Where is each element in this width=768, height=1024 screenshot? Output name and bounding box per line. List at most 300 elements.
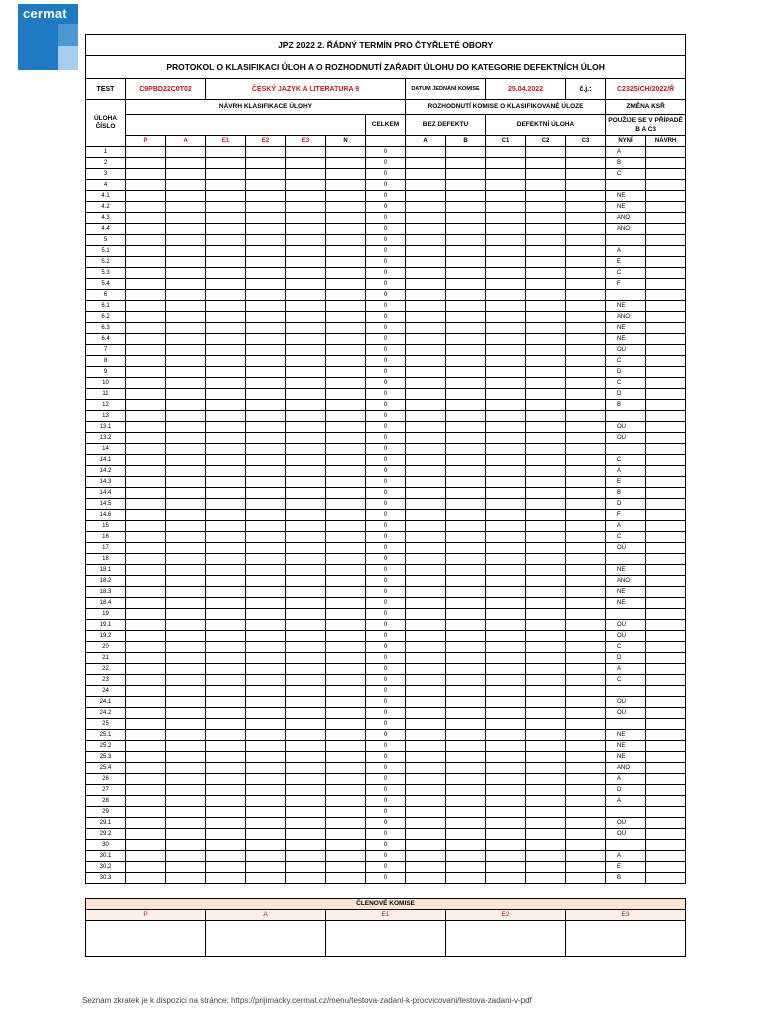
ksr-proposal-cell[interactable] (646, 719, 686, 730)
ksr-proposal-cell[interactable] (646, 598, 686, 609)
proposal-cell-n[interactable] (326, 257, 366, 268)
decision-cell-c3[interactable] (566, 411, 606, 422)
proposal-cell-e1[interactable] (206, 697, 246, 708)
decision-cell-b[interactable] (446, 829, 486, 840)
proposal-cell-a[interactable] (166, 510, 206, 521)
proposal-cell-e2[interactable] (246, 741, 286, 752)
decision-cell-c2[interactable] (526, 752, 566, 763)
decision-cell-c1[interactable] (486, 499, 526, 510)
proposal-cell-e1[interactable] (206, 257, 246, 268)
decision-cell-b[interactable] (446, 862, 486, 873)
proposal-cell-n[interactable] (326, 620, 366, 631)
decision-cell-b[interactable] (446, 554, 486, 565)
decision-cell-c1[interactable] (486, 312, 526, 323)
proposal-cell-e3[interactable] (286, 829, 326, 840)
decision-cell-b[interactable] (446, 818, 486, 829)
decision-cell-c2[interactable] (526, 147, 566, 158)
proposal-cell-p[interactable] (126, 752, 166, 763)
decision-cell-a[interactable] (406, 477, 446, 488)
decision-cell-c1[interactable] (486, 620, 526, 631)
proposal-cell-e2[interactable] (246, 521, 286, 532)
decision-cell-c1[interactable] (486, 455, 526, 466)
decision-cell-b[interactable] (446, 741, 486, 752)
decision-cell-c2[interactable] (526, 653, 566, 664)
decision-cell-a[interactable] (406, 268, 446, 279)
decision-cell-c2[interactable] (526, 664, 566, 675)
decision-cell-c2[interactable] (526, 521, 566, 532)
decision-cell-c2[interactable] (526, 598, 566, 609)
proposal-cell-e2[interactable] (246, 796, 286, 807)
proposal-cell-n[interactable] (326, 697, 366, 708)
decision-cell-a[interactable] (406, 818, 446, 829)
decision-cell-c2[interactable] (526, 389, 566, 400)
decision-cell-c3[interactable] (566, 301, 606, 312)
proposal-cell-a[interactable] (166, 224, 206, 235)
decision-cell-a[interactable] (406, 323, 446, 334)
proposal-cell-n[interactable] (326, 741, 366, 752)
proposal-cell-e1[interactable] (206, 840, 246, 851)
ksr-proposal-cell[interactable] (646, 378, 686, 389)
decision-cell-a[interactable] (406, 169, 446, 180)
member-signature-field[interactable] (566, 921, 686, 957)
proposal-cell-n[interactable] (326, 708, 366, 719)
decision-cell-a[interactable] (406, 785, 446, 796)
proposal-cell-e3[interactable] (286, 642, 326, 653)
decision-cell-b[interactable] (446, 334, 486, 345)
proposal-cell-e1[interactable] (206, 488, 246, 499)
decision-cell-c1[interactable] (486, 180, 526, 191)
decision-cell-b[interactable] (446, 697, 486, 708)
proposal-cell-p[interactable] (126, 246, 166, 257)
proposal-cell-n[interactable] (326, 576, 366, 587)
decision-cell-c3[interactable] (566, 268, 606, 279)
proposal-cell-p[interactable] (126, 191, 166, 202)
proposal-cell-p[interactable] (126, 554, 166, 565)
proposal-cell-e1[interactable] (206, 664, 246, 675)
proposal-cell-e1[interactable] (206, 675, 246, 686)
proposal-cell-e1[interactable] (206, 785, 246, 796)
decision-cell-c2[interactable] (526, 444, 566, 455)
proposal-cell-e3[interactable] (286, 697, 326, 708)
decision-cell-a[interactable] (406, 862, 446, 873)
decision-cell-c2[interactable] (526, 180, 566, 191)
ksr-proposal-cell[interactable] (646, 829, 686, 840)
decision-cell-b[interactable] (446, 532, 486, 543)
proposal-cell-e3[interactable] (286, 477, 326, 488)
decision-cell-c2[interactable] (526, 499, 566, 510)
decision-cell-c3[interactable] (566, 576, 606, 587)
decision-cell-c1[interactable] (486, 488, 526, 499)
decision-cell-c2[interactable] (526, 158, 566, 169)
proposal-cell-e1[interactable] (206, 455, 246, 466)
proposal-cell-e3[interactable] (286, 598, 326, 609)
proposal-cell-e1[interactable] (206, 565, 246, 576)
decision-cell-c2[interactable] (526, 818, 566, 829)
ksr-proposal-cell[interactable] (646, 862, 686, 873)
decision-cell-c2[interactable] (526, 620, 566, 631)
decision-cell-c2[interactable] (526, 202, 566, 213)
proposal-cell-a[interactable] (166, 279, 206, 290)
proposal-cell-e2[interactable] (246, 532, 286, 543)
decision-cell-c1[interactable] (486, 466, 526, 477)
proposal-cell-e3[interactable] (286, 191, 326, 202)
decision-cell-c2[interactable] (526, 213, 566, 224)
proposal-cell-a[interactable] (166, 862, 206, 873)
decision-cell-a[interactable] (406, 257, 446, 268)
proposal-cell-a[interactable] (166, 697, 206, 708)
proposal-cell-e1[interactable] (206, 543, 246, 554)
decision-cell-c3[interactable] (566, 400, 606, 411)
decision-cell-c3[interactable] (566, 521, 606, 532)
proposal-cell-a[interactable] (166, 741, 206, 752)
decision-cell-b[interactable] (446, 455, 486, 466)
proposal-cell-e2[interactable] (246, 752, 286, 763)
decision-cell-b[interactable] (446, 851, 486, 862)
proposal-cell-e1[interactable] (206, 631, 246, 642)
proposal-cell-a[interactable] (166, 477, 206, 488)
decision-cell-c2[interactable] (526, 191, 566, 202)
decision-cell-b[interactable] (446, 763, 486, 774)
proposal-cell-n[interactable] (326, 609, 366, 620)
proposal-cell-a[interactable] (166, 774, 206, 785)
proposal-cell-p[interactable] (126, 389, 166, 400)
proposal-cell-p[interactable] (126, 345, 166, 356)
proposal-cell-e1[interactable] (206, 389, 246, 400)
decision-cell-a[interactable] (406, 796, 446, 807)
proposal-cell-n[interactable] (326, 829, 366, 840)
decision-cell-c2[interactable] (526, 422, 566, 433)
proposal-cell-a[interactable] (166, 642, 206, 653)
ksr-proposal-cell[interactable] (646, 796, 686, 807)
ksr-proposal-cell[interactable] (646, 576, 686, 587)
decision-cell-c1[interactable] (486, 752, 526, 763)
proposal-cell-e2[interactable] (246, 213, 286, 224)
proposal-cell-a[interactable] (166, 180, 206, 191)
decision-cell-c3[interactable] (566, 785, 606, 796)
decision-cell-c2[interactable] (526, 642, 566, 653)
proposal-cell-n[interactable] (326, 323, 366, 334)
ksr-proposal-cell[interactable] (646, 543, 686, 554)
ksr-proposal-cell[interactable] (646, 642, 686, 653)
proposal-cell-e1[interactable] (206, 202, 246, 213)
decision-cell-c2[interactable] (526, 785, 566, 796)
proposal-cell-a[interactable] (166, 312, 206, 323)
decision-cell-a[interactable] (406, 774, 446, 785)
proposal-cell-e2[interactable] (246, 862, 286, 873)
decision-cell-c2[interactable] (526, 532, 566, 543)
proposal-cell-e1[interactable] (206, 323, 246, 334)
proposal-cell-e2[interactable] (246, 818, 286, 829)
decision-cell-a[interactable] (406, 433, 446, 444)
decision-cell-b[interactable] (446, 598, 486, 609)
decision-cell-b[interactable] (446, 224, 486, 235)
proposal-cell-a[interactable] (166, 543, 206, 554)
decision-cell-c3[interactable] (566, 840, 606, 851)
ksr-proposal-cell[interactable] (646, 323, 686, 334)
decision-cell-c3[interactable] (566, 554, 606, 565)
ksr-proposal-cell[interactable] (646, 433, 686, 444)
proposal-cell-n[interactable] (326, 873, 366, 884)
proposal-cell-a[interactable] (166, 466, 206, 477)
proposal-cell-e3[interactable] (286, 807, 326, 818)
decision-cell-c2[interactable] (526, 631, 566, 642)
decision-cell-a[interactable] (406, 609, 446, 620)
proposal-cell-e3[interactable] (286, 840, 326, 851)
decision-cell-c2[interactable] (526, 488, 566, 499)
proposal-cell-a[interactable] (166, 389, 206, 400)
proposal-cell-n[interactable] (326, 730, 366, 741)
proposal-cell-n[interactable] (326, 796, 366, 807)
decision-cell-c1[interactable] (486, 279, 526, 290)
proposal-cell-e2[interactable] (246, 543, 286, 554)
proposal-cell-e1[interactable] (206, 576, 246, 587)
decision-cell-c2[interactable] (526, 554, 566, 565)
ksr-proposal-cell[interactable] (646, 367, 686, 378)
decision-cell-a[interactable] (406, 532, 446, 543)
ksr-proposal-cell[interactable] (646, 851, 686, 862)
proposal-cell-e2[interactable] (246, 807, 286, 818)
proposal-cell-a[interactable] (166, 147, 206, 158)
proposal-cell-n[interactable] (326, 818, 366, 829)
proposal-cell-e3[interactable] (286, 257, 326, 268)
proposal-cell-e3[interactable] (286, 455, 326, 466)
decision-cell-b[interactable] (446, 686, 486, 697)
decision-cell-c2[interactable] (526, 433, 566, 444)
decision-cell-b[interactable] (446, 323, 486, 334)
decision-cell-a[interactable] (406, 488, 446, 499)
proposal-cell-e3[interactable] (286, 169, 326, 180)
decision-cell-a[interactable] (406, 191, 446, 202)
decision-cell-c3[interactable] (566, 202, 606, 213)
decision-cell-c1[interactable] (486, 862, 526, 873)
proposal-cell-p[interactable] (126, 444, 166, 455)
decision-cell-a[interactable] (406, 235, 446, 246)
proposal-cell-e3[interactable] (286, 741, 326, 752)
proposal-cell-e3[interactable] (286, 158, 326, 169)
proposal-cell-a[interactable] (166, 356, 206, 367)
ksr-proposal-cell[interactable] (646, 664, 686, 675)
proposal-cell-e2[interactable] (246, 763, 286, 774)
decision-cell-a[interactable] (406, 565, 446, 576)
proposal-cell-a[interactable] (166, 268, 206, 279)
proposal-cell-e1[interactable] (206, 400, 246, 411)
proposal-cell-e1[interactable] (206, 301, 246, 312)
member-signature-field[interactable] (206, 921, 326, 957)
decision-cell-c2[interactable] (526, 400, 566, 411)
proposal-cell-a[interactable] (166, 653, 206, 664)
decision-cell-c2[interactable] (526, 235, 566, 246)
proposal-cell-e3[interactable] (286, 609, 326, 620)
proposal-cell-a[interactable] (166, 829, 206, 840)
proposal-cell-n[interactable] (326, 631, 366, 642)
ksr-proposal-cell[interactable] (646, 521, 686, 532)
decision-cell-c3[interactable] (566, 763, 606, 774)
proposal-cell-n[interactable] (326, 356, 366, 367)
proposal-cell-p[interactable] (126, 719, 166, 730)
proposal-cell-e1[interactable] (206, 851, 246, 862)
decision-cell-c3[interactable] (566, 653, 606, 664)
decision-cell-a[interactable] (406, 290, 446, 301)
ksr-proposal-cell[interactable] (646, 807, 686, 818)
proposal-cell-a[interactable] (166, 521, 206, 532)
proposal-cell-e2[interactable] (246, 378, 286, 389)
proposal-cell-e3[interactable] (286, 752, 326, 763)
decision-cell-c3[interactable] (566, 455, 606, 466)
ksr-proposal-cell[interactable] (646, 268, 686, 279)
decision-cell-a[interactable] (406, 631, 446, 642)
proposal-cell-e2[interactable] (246, 433, 286, 444)
proposal-cell-a[interactable] (166, 752, 206, 763)
decision-cell-b[interactable] (446, 565, 486, 576)
decision-cell-a[interactable] (406, 400, 446, 411)
proposal-cell-p[interactable] (126, 675, 166, 686)
proposal-cell-a[interactable] (166, 719, 206, 730)
decision-cell-c2[interactable] (526, 741, 566, 752)
proposal-cell-p[interactable] (126, 576, 166, 587)
decision-cell-b[interactable] (446, 180, 486, 191)
proposal-cell-n[interactable] (326, 213, 366, 224)
proposal-cell-n[interactable] (326, 466, 366, 477)
decision-cell-b[interactable] (446, 576, 486, 587)
proposal-cell-e1[interactable] (206, 730, 246, 741)
proposal-cell-a[interactable] (166, 301, 206, 312)
ksr-proposal-cell[interactable] (646, 246, 686, 257)
decision-cell-a[interactable] (406, 576, 446, 587)
proposal-cell-e2[interactable] (246, 510, 286, 521)
ksr-proposal-cell[interactable] (646, 389, 686, 400)
proposal-cell-e1[interactable] (206, 147, 246, 158)
decision-cell-b[interactable] (446, 730, 486, 741)
proposal-cell-e2[interactable] (246, 708, 286, 719)
decision-cell-a[interactable] (406, 312, 446, 323)
proposal-cell-a[interactable] (166, 334, 206, 345)
proposal-cell-p[interactable] (126, 301, 166, 312)
decision-cell-b[interactable] (446, 290, 486, 301)
proposal-cell-e2[interactable] (246, 422, 286, 433)
decision-cell-a[interactable] (406, 521, 446, 532)
decision-cell-a[interactable] (406, 598, 446, 609)
decision-cell-b[interactable] (446, 587, 486, 598)
decision-cell-b[interactable] (446, 609, 486, 620)
proposal-cell-a[interactable] (166, 345, 206, 356)
proposal-cell-n[interactable] (326, 565, 366, 576)
decision-cell-b[interactable] (446, 202, 486, 213)
proposal-cell-a[interactable] (166, 158, 206, 169)
proposal-cell-a[interactable] (166, 367, 206, 378)
decision-cell-c1[interactable] (486, 147, 526, 158)
proposal-cell-e3[interactable] (286, 444, 326, 455)
ksr-proposal-cell[interactable] (646, 620, 686, 631)
proposal-cell-e1[interactable] (206, 235, 246, 246)
decision-cell-c3[interactable] (566, 158, 606, 169)
proposal-cell-e2[interactable] (246, 268, 286, 279)
decision-cell-a[interactable] (406, 466, 446, 477)
decision-cell-c3[interactable] (566, 345, 606, 356)
proposal-cell-p[interactable] (126, 862, 166, 873)
ksr-proposal-cell[interactable] (646, 191, 686, 202)
decision-cell-a[interactable] (406, 697, 446, 708)
decision-cell-a[interactable] (406, 829, 446, 840)
proposal-cell-e1[interactable] (206, 158, 246, 169)
decision-cell-a[interactable] (406, 444, 446, 455)
decision-cell-a[interactable] (406, 301, 446, 312)
ksr-proposal-cell[interactable] (646, 334, 686, 345)
proposal-cell-e1[interactable] (206, 169, 246, 180)
proposal-cell-a[interactable] (166, 686, 206, 697)
proposal-cell-e1[interactable] (206, 521, 246, 532)
decision-cell-a[interactable] (406, 664, 446, 675)
proposal-cell-e2[interactable] (246, 400, 286, 411)
proposal-cell-p[interactable] (126, 510, 166, 521)
proposal-cell-e2[interactable] (246, 158, 286, 169)
proposal-cell-e3[interactable] (286, 576, 326, 587)
decision-cell-c2[interactable] (526, 367, 566, 378)
proposal-cell-n[interactable] (326, 851, 366, 862)
proposal-cell-e3[interactable] (286, 763, 326, 774)
proposal-cell-a[interactable] (166, 807, 206, 818)
ksr-proposal-cell[interactable] (646, 422, 686, 433)
proposal-cell-e2[interactable] (246, 235, 286, 246)
proposal-cell-e2[interactable] (246, 697, 286, 708)
proposal-cell-e1[interactable] (206, 180, 246, 191)
proposal-cell-e1[interactable] (206, 433, 246, 444)
proposal-cell-e2[interactable] (246, 169, 286, 180)
proposal-cell-p[interactable] (126, 686, 166, 697)
proposal-cell-e2[interactable] (246, 466, 286, 477)
decision-cell-c1[interactable] (486, 653, 526, 664)
ksr-proposal-cell[interactable] (646, 675, 686, 686)
proposal-cell-p[interactable] (126, 158, 166, 169)
ksr-proposal-cell[interactable] (646, 510, 686, 521)
proposal-cell-n[interactable] (326, 290, 366, 301)
decision-cell-c1[interactable] (486, 807, 526, 818)
ksr-proposal-cell[interactable] (646, 213, 686, 224)
decision-cell-c3[interactable] (566, 378, 606, 389)
decision-cell-b[interactable] (446, 543, 486, 554)
proposal-cell-e1[interactable] (206, 818, 246, 829)
proposal-cell-n[interactable] (326, 411, 366, 422)
decision-cell-a[interactable] (406, 499, 446, 510)
proposal-cell-a[interactable] (166, 499, 206, 510)
decision-cell-c3[interactable] (566, 224, 606, 235)
decision-cell-c1[interactable] (486, 356, 526, 367)
decision-cell-c2[interactable] (526, 565, 566, 576)
decision-cell-c2[interactable] (526, 873, 566, 884)
decision-cell-c1[interactable] (486, 323, 526, 334)
proposal-cell-e3[interactable] (286, 290, 326, 301)
proposal-cell-p[interactable] (126, 796, 166, 807)
proposal-cell-n[interactable] (326, 774, 366, 785)
proposal-cell-p[interactable] (126, 543, 166, 554)
proposal-cell-a[interactable] (166, 675, 206, 686)
decision-cell-c2[interactable] (526, 829, 566, 840)
decision-cell-b[interactable] (446, 631, 486, 642)
proposal-cell-n[interactable] (326, 554, 366, 565)
proposal-cell-p[interactable] (126, 279, 166, 290)
decision-cell-a[interactable] (406, 741, 446, 752)
decision-cell-c2[interactable] (526, 455, 566, 466)
decision-cell-a[interactable] (406, 224, 446, 235)
proposal-cell-e3[interactable] (286, 653, 326, 664)
decision-cell-b[interactable] (446, 411, 486, 422)
decision-cell-c2[interactable] (526, 840, 566, 851)
decision-cell-c3[interactable] (566, 532, 606, 543)
decision-cell-c1[interactable] (486, 246, 526, 257)
proposal-cell-p[interactable] (126, 268, 166, 279)
decision-cell-c2[interactable] (526, 697, 566, 708)
decision-cell-c2[interactable] (526, 543, 566, 554)
proposal-cell-e2[interactable] (246, 488, 286, 499)
